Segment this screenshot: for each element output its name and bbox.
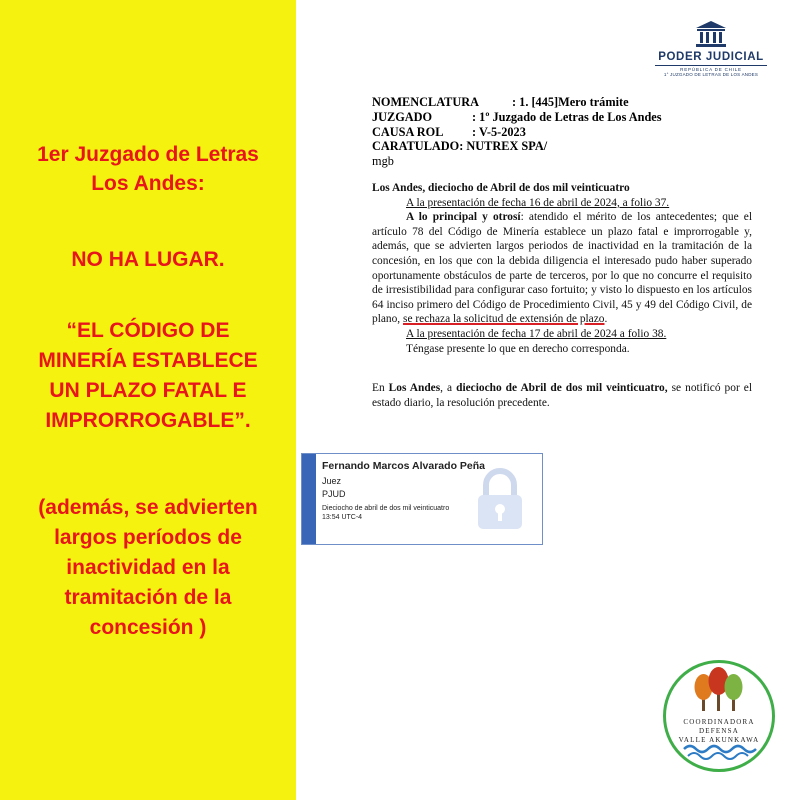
signer-org: PJUD <box>322 489 346 499</box>
note-line: (además, se advierten <box>38 496 258 519</box>
para-end: . <box>604 313 608 326</box>
note-line: inactividad en la <box>66 556 230 579</box>
resolution-paragraph <box>372 210 752 327</box>
logo-title: PODER JUDICIAL <box>658 51 764 63</box>
signature-time: 13:54 UTC-4 <box>322 514 363 521</box>
causa-value: : V-5-2023 <box>472 124 526 139</box>
note-block <box>0 493 296 643</box>
verdict-text: NO HA LUGAR. <box>71 248 225 271</box>
left-panel <box>0 0 296 800</box>
causa-row <box>372 125 662 140</box>
signature-date: Dieciocho de abril de dos mil veinticuatro <box>322 505 450 512</box>
presentation-1: A la presentación de fecha 16 de abril de 2024, a folio 37. <box>406 196 670 209</box>
court-heading <box>0 140 296 198</box>
juzgado-value: : 1º Juzgado de Letras de Los Andes <box>472 109 662 124</box>
case-header <box>372 95 662 169</box>
coordinadora-logo <box>663 660 775 772</box>
coord-line-2: DEFENSA <box>699 727 739 735</box>
caratulado-label: CARATULADO <box>372 139 460 154</box>
rejection-highlight: se rechaza la solicitud de extensión de plazo <box>403 313 605 326</box>
quote-line: UN PLAZO FATAL E <box>49 379 247 402</box>
notif-sep: , a <box>440 382 457 395</box>
signature-accent-bar <box>302 454 316 544</box>
resolution-date: Los Andes, dieciocho de Abril de dos mil veinticuatro <box>372 182 630 194</box>
nomenclatura-value: : 1. [445]Mero trámite <box>512 95 629 109</box>
note-line: largos períodos de <box>54 526 242 549</box>
poder-judicial-logo <box>655 20 767 77</box>
para-body: : atendido el mérito de los antecedentes; que el artículo 78 del Código de Minería establece un plazo fatal e improrrogable y, además, que se advierten largos periodos de inactividad en la tramitación de la concesión, en los que con la debida diligencia el interesado pudo haber superado oportunamente obstáculos de parte de terceros, por lo que no concurre el requisito de irresistibilidad para configurar caso fortuito; y visto lo dispuesto en los artículos 64 inciso primero del Código de Procedimiento Civil, 45 y 49 del Código Civil, de plano, <box>372 211 752 326</box>
logo-subtitle: REPÚBLICA DE CHILE <box>655 65 767 72</box>
tengase-line: Téngase presente lo que en derecho corresponda. <box>406 342 630 355</box>
note-line: concesión ) <box>89 616 207 639</box>
resolution-body <box>372 181 752 410</box>
signature-card <box>301 453 543 545</box>
nomenclatura-row <box>372 95 662 110</box>
signer-role: Juez <box>322 476 342 486</box>
quote-line: MINERÍA ESTABLECE <box>38 349 258 372</box>
courthouse-icon <box>694 20 728 48</box>
coord-line-1: COORDINADORA <box>683 718 755 726</box>
court-line-1: 1er Juzgado de Letras <box>37 143 259 166</box>
nomenclatura-label: NOMENCLATURA <box>372 95 480 109</box>
para-lead: A lo principal y otrosí <box>406 211 521 224</box>
signer-name: Fernando Marcos Alvarado Peña <box>322 460 485 472</box>
note-line: tramitación de la <box>64 586 232 609</box>
initials: mgb <box>372 154 394 169</box>
notif-date: dieciocho de Abril de dos mil veinticuatro, <box>456 382 668 395</box>
notif-suffix: se notificó por el estado diario, la resolución precedente. <box>372 382 752 409</box>
quote-line: “EL CÓDIGO DE <box>66 319 230 342</box>
presentation-2: A la presentación de fecha 17 de abril de 2024 a folio 38. <box>406 327 667 340</box>
signature-text <box>322 460 485 522</box>
causa-label: CAUSA ROL <box>372 124 444 139</box>
coordinadora-text <box>666 718 772 745</box>
notif-place: Los Andes <box>388 382 441 395</box>
court-line-2: Los Andes: <box>91 172 205 195</box>
quote-block <box>0 316 296 436</box>
trees-icon <box>666 663 772 769</box>
juzgado-label: JUZGADO <box>372 109 433 124</box>
coord-line-3: VALLE AKUNKAWA <box>678 736 760 744</box>
juzgado-row <box>372 110 662 125</box>
notif-prefix: En <box>372 382 389 395</box>
logo-subtitle-2: 1° JUZGADO DE LETRAS DE LOS ANDES <box>663 72 759 77</box>
quote-line: IMPRORROGABLE”. <box>45 409 251 432</box>
caratulado-value: : NUTREX SPA/ <box>459 139 548 154</box>
notification-text <box>372 381 752 410</box>
caratulado-row <box>372 139 662 154</box>
